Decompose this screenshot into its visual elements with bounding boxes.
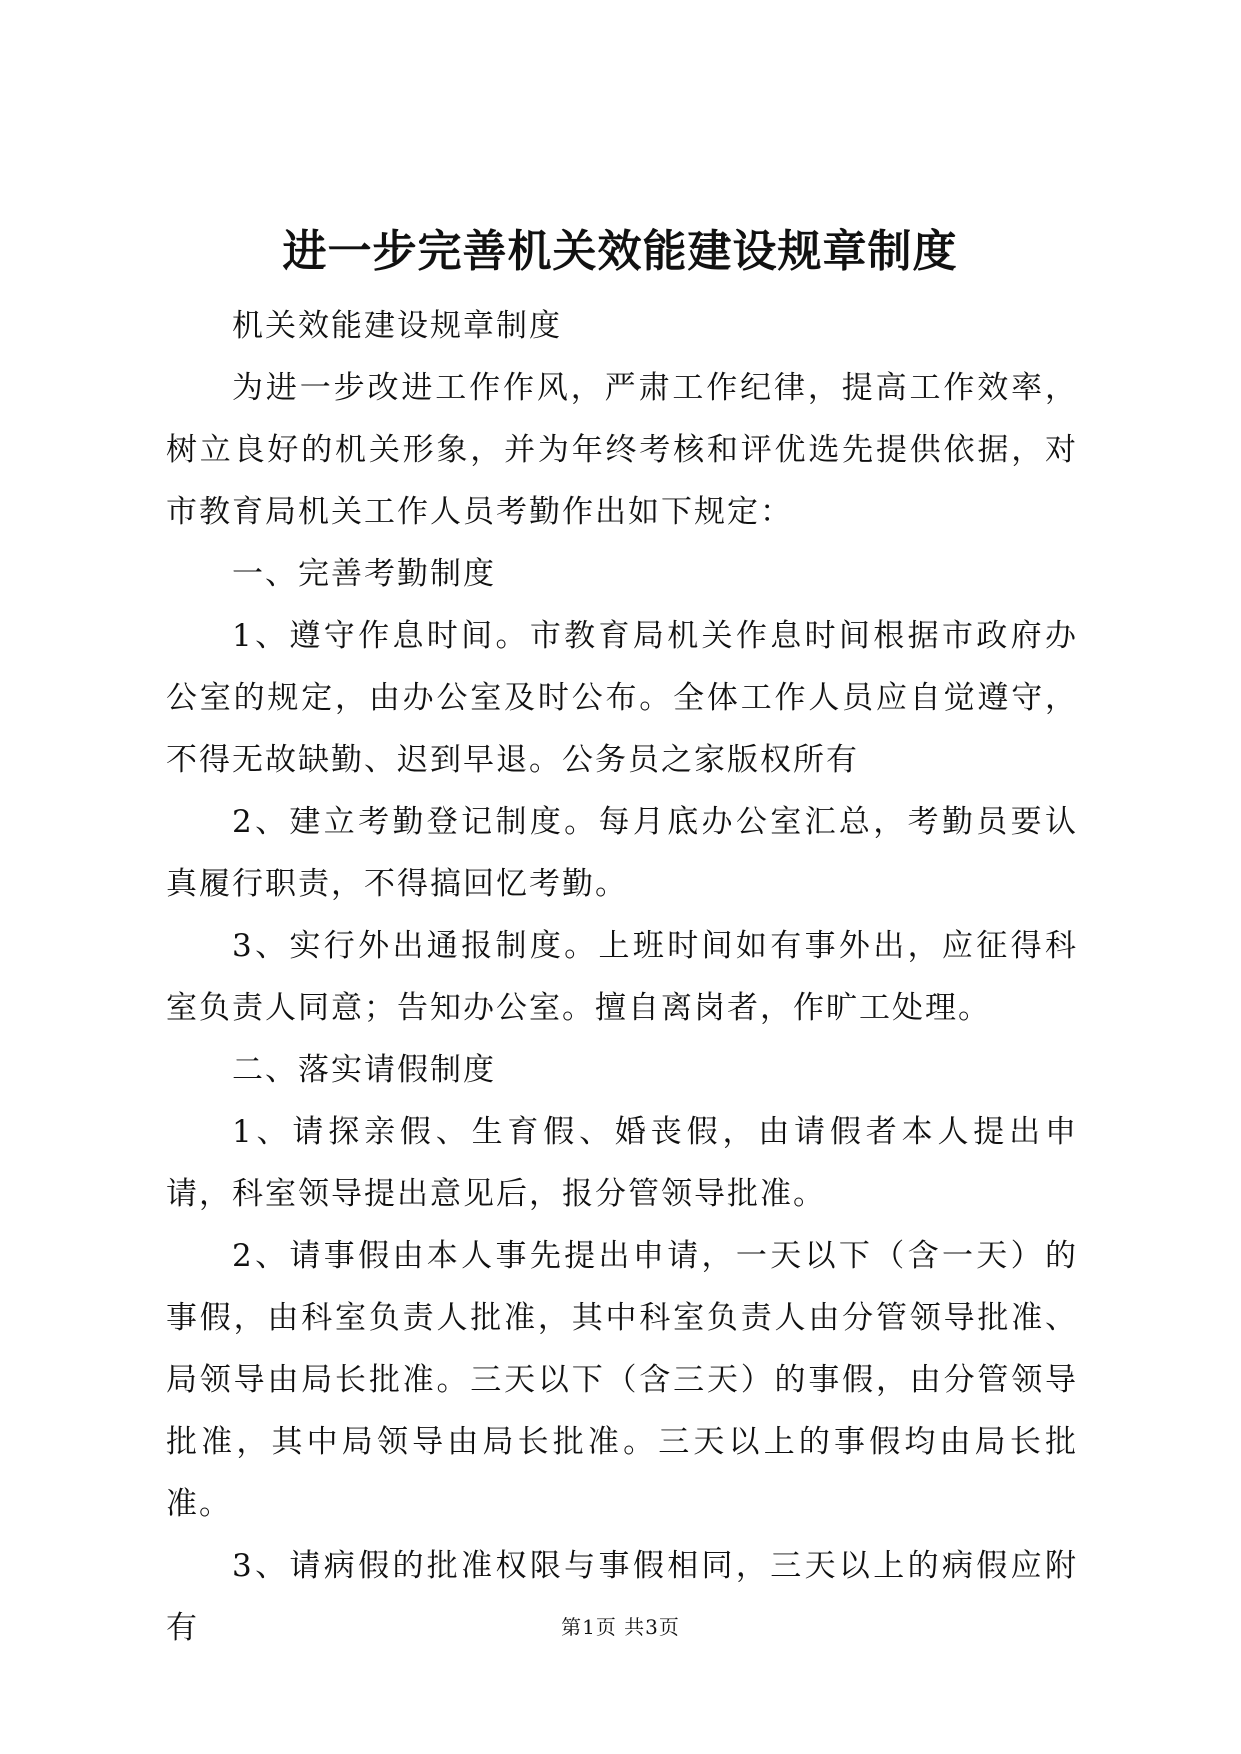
paragraph-intro: 为进一步改进工作作风，严肃工作纪律，提高工作效率，树立良好的机关形象，并为年终考核和评优选先提供依据，对市教育局机关工作人员考勤作出如下规定：	[166, 370, 1078, 530]
paragraph: 2、请事假由本人事先提出申请，一天以下（含一天）的事假，由科室负责人批准，其中科室负责人由分管领导批准、局领导由局长批准。三天以下（含三天）的事假，由分管领导批准，其中局领导由局长批准。三天以上的事假均由局长批准。	[166, 1238, 1078, 1522]
paragraph: 2、建立考勤登记制度。每月底办公室汇总，考勤员要认真履行职责，不得搞回忆考勤。	[166, 804, 1078, 902]
page-footer: 第1页 共3页	[561, 1615, 680, 1639]
paragraph: 3、请病假的批准权限与事假相同，三天以上的病假应附有	[166, 1548, 1078, 1646]
paragraph: 3、实行外出通报制度。上班时间如有事外出，应征得科室负责人同意；告知办公室。擅自离岗者，作旷工处理。	[166, 928, 1078, 1026]
paragraph: 1、遵守作息时间。市教育局机关作息时间根据市政府办公室的规定，由办公室及时公布。全体工作人员应自觉遵守，不得无故缺勤、迟到早退。公务员之家版权所有	[166, 618, 1078, 778]
paragraph-subtitle: 机关效能建设规章制度	[232, 308, 562, 344]
section-heading-leave: 二、落实请假制度	[232, 1052, 496, 1088]
document-body	[166, 295, 1078, 1659]
paragraph: 1、请探亲假、生育假、婚丧假，由请假者本人提出申请，科室领导提出意见后，报分管领导批准。	[166, 1114, 1078, 1212]
document-title: 进一步完善机关效能建设规章制度	[282, 226, 958, 277]
section-heading-attendance: 一、完善考勤制度	[232, 556, 496, 592]
